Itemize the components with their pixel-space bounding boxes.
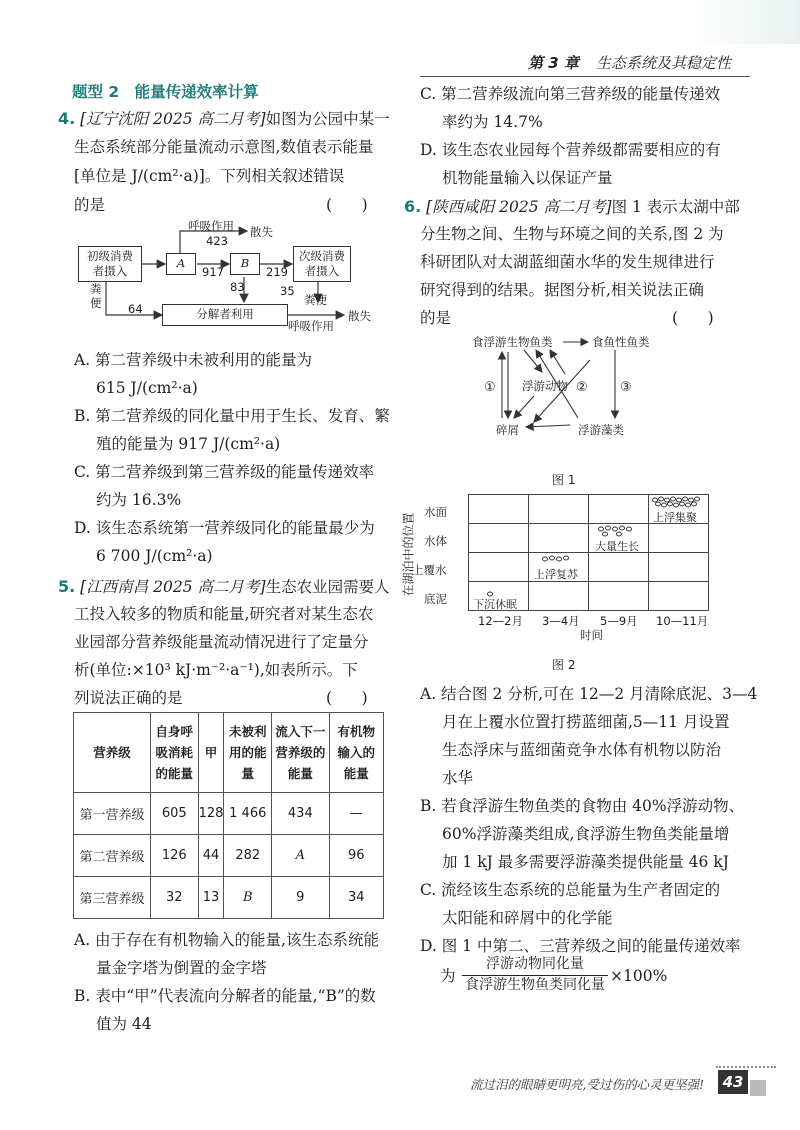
- fig1-node-algae: 浮游藻类: [578, 423, 624, 437]
- q6-text-5: 的是: [420, 309, 452, 327]
- header-chapter: 第 3 章: [528, 54, 579, 72]
- q6-figure2: [401, 490, 718, 642]
- table-cell: 13: [198, 877, 224, 919]
- q6-option-d-1: D. 图 1 中第二、三营养级之间的能量传递效率: [420, 937, 741, 955]
- q5-answer-paren: ( ): [326, 689, 368, 707]
- q4-option-b-1: B. 第二营养级的同化量中用于生长、发育、繁: [74, 407, 390, 425]
- label-35: 35: [280, 284, 295, 298]
- page-number-decoration: [750, 1080, 766, 1096]
- q5-number: 5.: [58, 577, 76, 596]
- fig2-col-label: 3—4月: [542, 614, 580, 628]
- label-feces-left: 粪便: [90, 282, 102, 310]
- q4-option-d-2: 6 700 J/(cm²·a): [96, 547, 213, 565]
- fig1-marker-1: ①: [484, 380, 496, 395]
- q6-text-3: 科研团队对太湖蓝细菌水华的发生规律进行: [420, 253, 715, 271]
- fig2-row-label: 水面: [424, 505, 447, 519]
- q6-number: 6.: [404, 197, 422, 216]
- q6-option-a-1: A. 结合图 2 分析,可在 12—2 月清除底泥、3—4: [420, 685, 758, 703]
- q4-text-1: 如图为公园中某一: [265, 110, 390, 128]
- q4-option-a-2: 615 J/(cm²·a): [96, 379, 198, 397]
- footer-dots: [716, 1066, 776, 1068]
- fig2-label-dormant: 下沉休眠: [473, 598, 517, 611]
- q6-option-a-3: 生态浮床与蓝细菌竞争水体有机物以防治: [442, 741, 722, 759]
- table-cell: 9: [272, 877, 329, 919]
- corner-decoration: [690, 0, 800, 44]
- page-header: [520, 52, 750, 74]
- q4-option-c-2: 约为 16.3%: [96, 491, 182, 509]
- fig2-label-recover: 上浮复苏: [534, 568, 578, 581]
- table-cell: 32: [150, 877, 198, 919]
- q5-option-b-2: 值为 44: [96, 1015, 152, 1033]
- table-header-cell: 甲: [198, 713, 224, 793]
- fig1-node-zooplankton: 浮游动物: [522, 379, 568, 393]
- table-header-cell: 自身呼吸消耗的能量: [150, 713, 198, 793]
- fig1-caption: 图 1: [552, 473, 576, 487]
- fig1-node-detritus: 碎屑: [496, 423, 519, 437]
- q5-option-d-2: 机物能量输入以保证产量: [442, 169, 613, 187]
- fig2-row-label: 上覆水: [412, 563, 447, 577]
- table-cell: 605: [150, 793, 198, 835]
- q5-source: [江西南昌 2025 高二月考]: [80, 578, 266, 596]
- formula-fraction-bar: [462, 975, 608, 976]
- fig2-grid: [468, 494, 709, 611]
- fig2-y-axis-label: 在湖泊中的位置: [401, 512, 416, 597]
- table-cell: 434: [272, 793, 329, 835]
- table-header-cell: 流入下一营养级的能量: [272, 713, 329, 793]
- table-header-cell: 营养级: [74, 713, 151, 793]
- label-dissipate-bottom: 散失: [348, 309, 371, 323]
- label-219: 219: [266, 265, 288, 279]
- node-primary-consumer: 初级消费者摄入: [78, 246, 142, 282]
- fig1-node-carnivore: 食鱼性鱼类: [592, 335, 650, 349]
- q4-line1: [58, 104, 390, 134]
- q6-option-b-1: B. 若食浮游生物鱼类的食物由 40%浮游动物、: [420, 797, 745, 815]
- table-cell: 44: [198, 835, 224, 877]
- table-row: [74, 877, 384, 919]
- label-dissipate-top: 散失: [250, 225, 273, 239]
- q5-text-2: 工投入较多的物质和能量,研究者对某生态农: [74, 605, 374, 623]
- formula-suffix: ×100%: [610, 967, 668, 985]
- section-label: 题型 2: [72, 83, 120, 101]
- page-number: 43: [718, 1070, 748, 1094]
- table-header-cell: 有机物输入的能量: [329, 713, 383, 793]
- label-feces-right: 粪便: [304, 293, 327, 307]
- q6-option-a-2: 月在上覆水位置打捞蓝细菌,5—11 月设置: [442, 713, 730, 731]
- q4-energy-diagram: [72, 220, 392, 340]
- fig2-label-grow: 大量生长: [595, 540, 639, 553]
- label-83: 83: [230, 280, 245, 294]
- q4-answer-paren: ( ): [326, 196, 368, 214]
- q5-energy-table: [73, 712, 384, 919]
- header-title: 生态系统及其稳定性: [596, 54, 732, 72]
- fig2-col-label: 12—2月: [478, 614, 523, 628]
- label-64: 64: [128, 302, 143, 316]
- q5-option-a-1: A. 由于存在有机物输入的能量,该生态系统能: [74, 931, 379, 949]
- q4-option-c-1: C. 第二营养级到第三营养级的能量传递效率: [74, 463, 375, 481]
- fig2-caption: 图 2: [552, 658, 576, 672]
- q6-option-b-2: 60%浮游藻类组成,食浮游生物鱼类能量增: [442, 825, 730, 843]
- table-cell: 第三营养级: [74, 877, 151, 919]
- q5-text-3: 业园部分营养级能量流动情况进行了定量分: [74, 633, 369, 651]
- q6-text-1: 图 1 表示太湖中部: [611, 198, 740, 216]
- fig2-col-label: 10—11月: [656, 614, 709, 628]
- q4-number: 4.: [58, 109, 76, 128]
- q6-option-a-4: 水华: [442, 769, 474, 787]
- q5-text-4: 析(单位:×10³ kJ·m⁻²·a⁻¹),如表所示。下: [74, 661, 358, 679]
- q5-option-c-1: C. 第二营养级流向第三营养级的能量传递效: [420, 85, 721, 103]
- table-cell: 282: [224, 835, 272, 877]
- table-cell: 126: [150, 835, 198, 877]
- q4-text-3: [单位是 J/(cm²·a)]。下列相关叙述错误: [74, 167, 345, 185]
- q5-line1: [58, 572, 390, 602]
- table-row: [74, 793, 384, 835]
- q5-text-5: 列说法正确的是: [74, 689, 183, 707]
- fig2-label-aggregate: 上浮集聚: [653, 511, 697, 524]
- fig2-x-axis-label: 时间: [580, 628, 603, 642]
- q6-figure1: [470, 330, 670, 442]
- q6-line1: [404, 192, 740, 222]
- label-resp-bottom: 呼吸作用: [288, 319, 334, 333]
- table-cell: B: [224, 877, 272, 919]
- section-heading: [72, 80, 259, 102]
- section-title: 能量传递效率计算: [134, 83, 259, 101]
- fig1-node-fish-eater: 食浮游生物鱼类: [472, 335, 553, 349]
- fig1-marker-2: ②: [576, 380, 588, 395]
- label-423: 423: [206, 234, 228, 248]
- table-cell: 第二营养级: [74, 835, 151, 877]
- node-a: A: [166, 253, 196, 275]
- fig2-row-label: 底泥: [424, 592, 447, 606]
- node-decomposer: 分解者利用: [162, 304, 288, 326]
- table-cell: A: [272, 835, 329, 877]
- q6-option-b-3: 加 1 kJ 最多需要浮游藻类提供能量 46 kJ: [442, 853, 729, 871]
- table-header-row: [74, 713, 384, 793]
- table-cell: 34: [329, 877, 383, 919]
- table-cell: 第一营养级: [74, 793, 151, 835]
- table-cell: 1 466: [224, 793, 272, 835]
- q5-option-c-2: 率约为 14.7%: [442, 113, 543, 131]
- fig2-row-label: 水体: [424, 534, 447, 548]
- q5-option-d-1: D. 该生态农业园每个营养级都需要相应的有: [420, 141, 721, 159]
- formula-numerator: 浮游动物同化量: [486, 956, 584, 972]
- table-cell: 128: [198, 793, 224, 835]
- table-row: [74, 835, 384, 877]
- table-cell: 96: [329, 835, 383, 877]
- fig1-marker-3: ③: [620, 380, 632, 395]
- q4-option-a-1: A. 第二营养级中未被利用的能量为: [74, 351, 313, 369]
- q5-text-1: 生态农业园需要人: [265, 578, 390, 596]
- fig2-col-label: 5—9月: [600, 614, 638, 628]
- q4-source: [辽宁沈阳 2025 高二月考]: [80, 110, 266, 128]
- node-b: B: [230, 253, 260, 275]
- q4-option-d-1: D. 该生态系统第一营养级同化的能量最少为: [74, 519, 375, 537]
- q4-option-b-2: 殖的能量为 917 J/(cm²·a): [96, 435, 281, 453]
- q6-option-d-formula: [440, 956, 680, 996]
- formula-denominator: 食浮游生物鱼类同化量: [465, 977, 605, 993]
- label-917: 917: [202, 265, 224, 279]
- footer-motto: 流过泪的眼睛更明亮,受过伤的心灵更坚强!: [470, 1077, 704, 1092]
- table-header-cell: 未被利用的能量: [224, 713, 272, 793]
- q6-text-2: 分生物之间、生物与环境之间的关系,图 2 为: [420, 225, 724, 243]
- q4-text-2: 生态系统部分能量流动示意图,数值表示能量: [74, 138, 374, 156]
- node-secondary-consumer: 次级消费者摄入: [293, 246, 351, 282]
- header-rule: [420, 76, 750, 77]
- q4-text-4: 的是: [74, 196, 106, 214]
- label-resp-top: 呼吸作用: [188, 219, 234, 233]
- q6-option-c-1: C. 流经该生态系统的总能量为生产者固定的: [420, 881, 721, 899]
- q5-option-a-2: 量金字塔为倒置的金字塔: [96, 959, 267, 977]
- q5-option-b-1: B. 表中“甲”代表流向分解者的能量,“B”的数: [74, 987, 376, 1005]
- q6-answer-paren: ( ): [672, 309, 714, 327]
- q6-option-c-2: 太阳能和碎屑中的化学能: [442, 909, 613, 927]
- q6-source: [陕西咸阳 2025 高二月考]: [426, 198, 612, 216]
- table-cell: —: [329, 793, 383, 835]
- formula-prefix: 为: [440, 967, 456, 985]
- q6-text-4: 研究得到的结果。据图分析,相关说法正确: [420, 281, 704, 299]
